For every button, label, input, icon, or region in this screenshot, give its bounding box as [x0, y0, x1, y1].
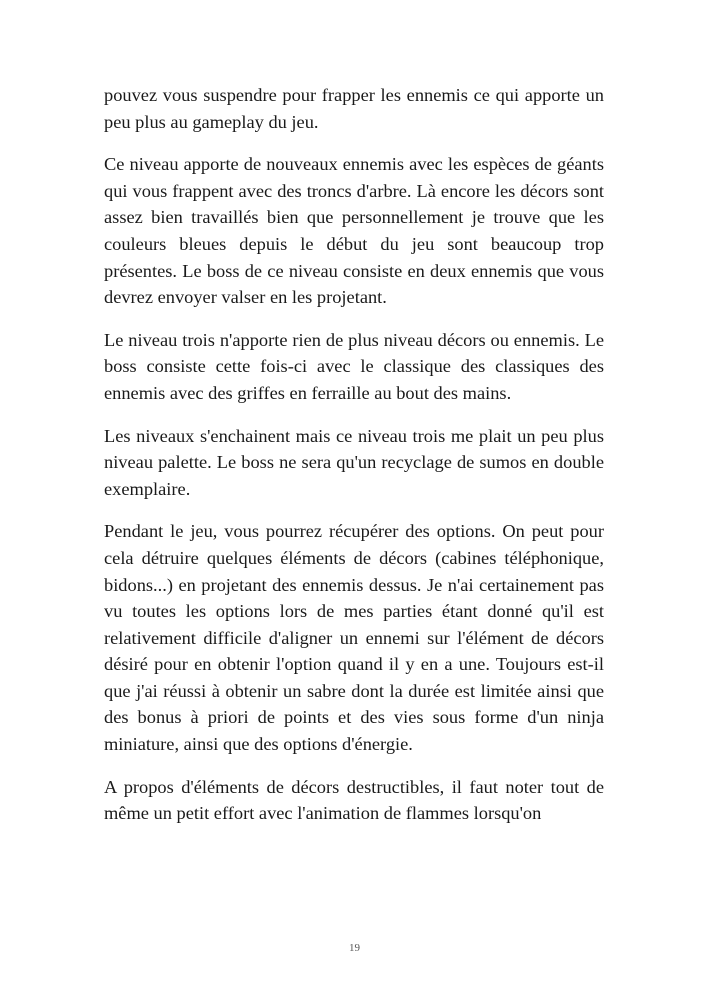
- page-number: 19: [349, 942, 360, 954]
- paragraph-5: Pendant le jeu, vous pourrez récupérer des options. On peut pour cela détruire quelques éléments de décors (cabines téléphonique, bidons...) en projetant des ennemis dessus. Je n'ai certainement pas vu toutes les options lors de mes parties étant donné qu'il est relativement difficile d'aligner un ennemi sur l'élément de décors désiré pour en obtenir l'option quand il y en a une. Toujours est-il que j'ai réussi à obtenir un sabre dont la durée est limitée ainsi que des bonus à priori de points et des vies sous forme d'un ninja miniature, ainsi que des options d'énergie.: [104, 521, 604, 755]
- paragraph-6: A propos d'éléments de décors destructibles, il faut noter tout de même un petit effort avec l'animation de flammes lorsqu'on: [104, 776, 604, 824]
- paragraph-2: Ce niveau apporte de nouveaux ennemis avec les espèces de géants qui vous frappent avec des troncs d'arbre. Là encore les décors sont assez bien travaillés bien que personnellement je trouve que les couleurs bleues depuis le début du jeu sont beaucoup trop présentes. Le boss de ce niveau consiste en deux ennemis que vous devrez envoyer valser en les projetant.: [104, 154, 604, 308]
- body-text: [104, 82, 604, 843]
- paragraph-4: Les niveaux s'enchainent mais ce niveau trois me plait un peu plus niveau palette. Le boss ne sera qu'un recyclage de sumos en double exemplaire.: [104, 425, 604, 499]
- paragraph-1: pouvez vous suspendre pour frapper les ennemis ce qui apporte un peu plus au gameplay du jeu.: [104, 85, 604, 132]
- paragraph-3: Le niveau trois n'apporte rien de plus niveau décors ou ennemis. Le boss consiste cette fois-ci avec le classique des classiques des ennemis avec des griffes en ferraille au bout des mains.: [104, 329, 604, 403]
